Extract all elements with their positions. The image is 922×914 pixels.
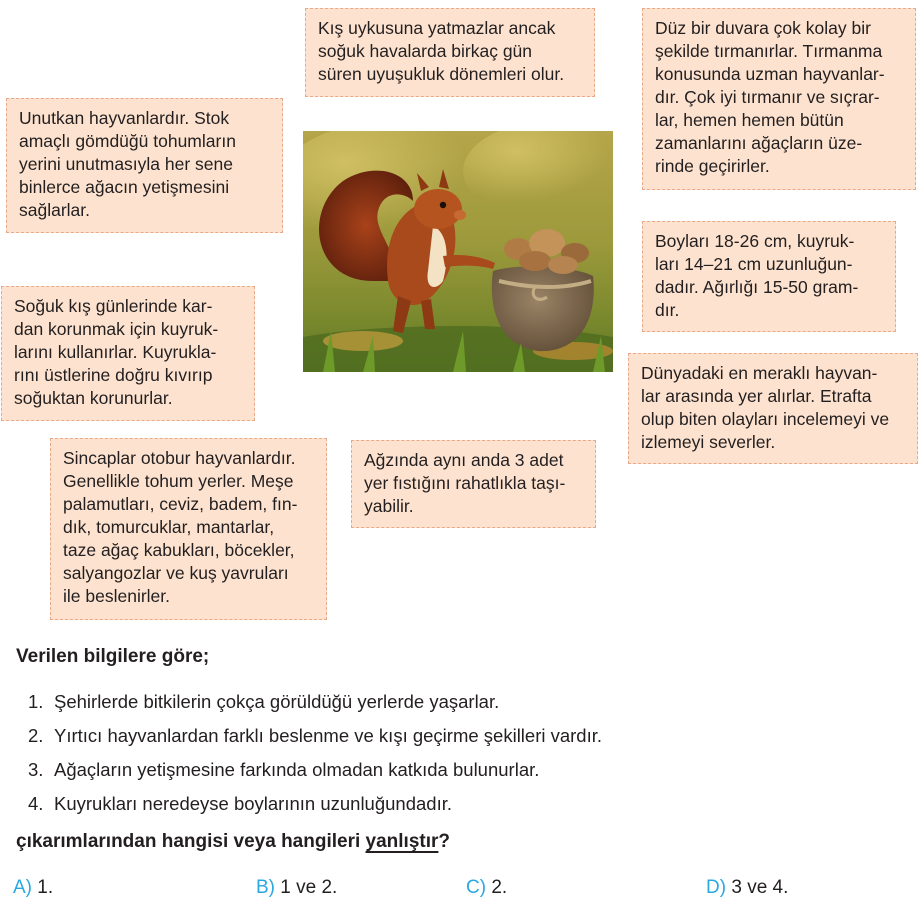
box-line: dır. Çok iyi tırmanır ve sıçrar- (655, 87, 880, 107)
box-line: Düz bir duvara çok kolay bir (655, 18, 871, 38)
box-line: binlerce ağacın yetişmesini (19, 177, 230, 197)
box-line: soğuktan korunurlar. (14, 388, 173, 408)
info-box-size (642, 221, 896, 332)
option-letter: C) (466, 877, 487, 898)
box-line: ları 14–21 cm uzunluğun- (655, 254, 853, 274)
statement-number: 3. (28, 759, 44, 780)
statement-item (28, 724, 602, 758)
statement-text: Ağaçların yetişmesine farkında olmadan katkıda bulunurlar. (54, 759, 540, 780)
box-line: olup biten olayları incelemeyi ve (641, 409, 890, 429)
statement-text: Yırtıcı hayvanlardan farklı beslenme ve kışı geçirme şekilleri vardır. (54, 725, 603, 746)
option-text: 2. (491, 877, 508, 898)
box-line: şekilde tırmanırlar. Tırmanma (655, 41, 883, 61)
statement-list (28, 690, 602, 826)
option-letter: A) (13, 877, 32, 898)
info-box-diet (50, 438, 327, 620)
question-heading: Verilen bilgilere göre; (16, 646, 210, 667)
option-d[interactable] (706, 877, 788, 899)
box-line: rını üstlerine doğru kıvırıp (14, 365, 213, 385)
box-line: palamutları, ceviz, badem, fın- (63, 494, 298, 514)
box-line: konusunda uzman hayvanlar- (655, 64, 885, 84)
box-line: izlemeyi severler. (641, 432, 776, 452)
squirrel-photo (303, 131, 613, 372)
statement-item (28, 792, 602, 826)
info-box-climbing (642, 8, 916, 190)
box-line: Genellikle tohum yerler. Meşe (63, 471, 294, 491)
info-box-tail (1, 286, 255, 421)
box-line: yer fıstığını rahatlıkla taşı- (364, 473, 566, 493)
box-line: Unutkan hayvanlardır. Stok (19, 108, 230, 128)
info-box-curious (628, 353, 918, 464)
box-line: rinde geçirirler. (655, 156, 770, 176)
box-line: salyangozlar ve kuş yavruları (63, 563, 289, 583)
box-line: Kış uykusuna yatmazlar ancak (318, 18, 556, 38)
box-line: Soğuk kış günlerinde kar- (14, 296, 213, 316)
box-line: sağlarlar. (19, 200, 91, 220)
box-line: Dünyadaki en meraklı hayvan- (641, 363, 878, 383)
question-underlined-word: yanlıştır (365, 831, 439, 852)
statement-text: Şehirlerde bitkilerin çokça görüldüğü yerlerde yaşarlar. (54, 691, 500, 712)
option-a[interactable] (13, 877, 53, 899)
statement-number: 1. (28, 691, 44, 712)
box-line: soğuk havalarda birkaç gün (318, 41, 533, 61)
box-line: ile beslenirler. (63, 586, 170, 606)
info-box-hibernation (305, 8, 595, 97)
squirrel-illustration (303, 131, 613, 372)
box-line: dır. (655, 300, 680, 320)
question-before: çıkarımlarından hangisi veya hangileri (16, 831, 366, 852)
statement-number: 2. (28, 725, 44, 746)
option-text: 3 ve 4. (731, 877, 789, 898)
info-box-forgetful (6, 98, 283, 233)
option-c[interactable] (466, 877, 507, 899)
option-text: 1 ve 2. (280, 877, 338, 898)
info-box-peanuts (351, 440, 596, 528)
option-text: 1. (37, 877, 54, 898)
statement-item (28, 758, 602, 792)
box-line: dadır. Ağırlığı 15-50 gram- (655, 277, 859, 297)
box-line: Boyları 18-26 cm, kuyruk- (655, 231, 855, 251)
option-b[interactable] (256, 877, 337, 899)
option-letter: B) (256, 877, 275, 898)
question-after: ? (438, 831, 451, 852)
box-line: yabilir. (364, 496, 414, 516)
box-line: taze ağaç kabukları, böcekler, (63, 540, 295, 560)
box-line: lar, hemen hemen bütün (655, 110, 844, 130)
box-line: süren uyuşukluk dönemleri olur. (318, 64, 565, 84)
statement-number: 4. (28, 793, 44, 814)
option-letter: D) (706, 877, 727, 898)
box-line: zamanlarını ağaçların üze- (655, 133, 863, 153)
box-line: dan korunmak için kuyruk- (14, 319, 219, 339)
box-line: dık, tomurcuklar, mantarlar, (63, 517, 275, 537)
statement-text: Kuyrukları neredeyse boylarının uzunluğundadır. (54, 793, 453, 814)
box-line: Ağzında aynı anda 3 adet (364, 450, 564, 470)
box-line: lar arasında yer alırlar. Etrafta (641, 386, 872, 406)
box-line: Sincaplar otobur hayvanlardır. (63, 448, 296, 468)
question-text (16, 831, 450, 853)
box-line: larını kullanırlar. Kuyrukla- (14, 342, 217, 362)
statement-item (28, 690, 602, 724)
box-line: yerini unutmasıyla her sene (19, 154, 233, 174)
box-line: amaçlı gömdüğü tohumların (19, 131, 236, 151)
